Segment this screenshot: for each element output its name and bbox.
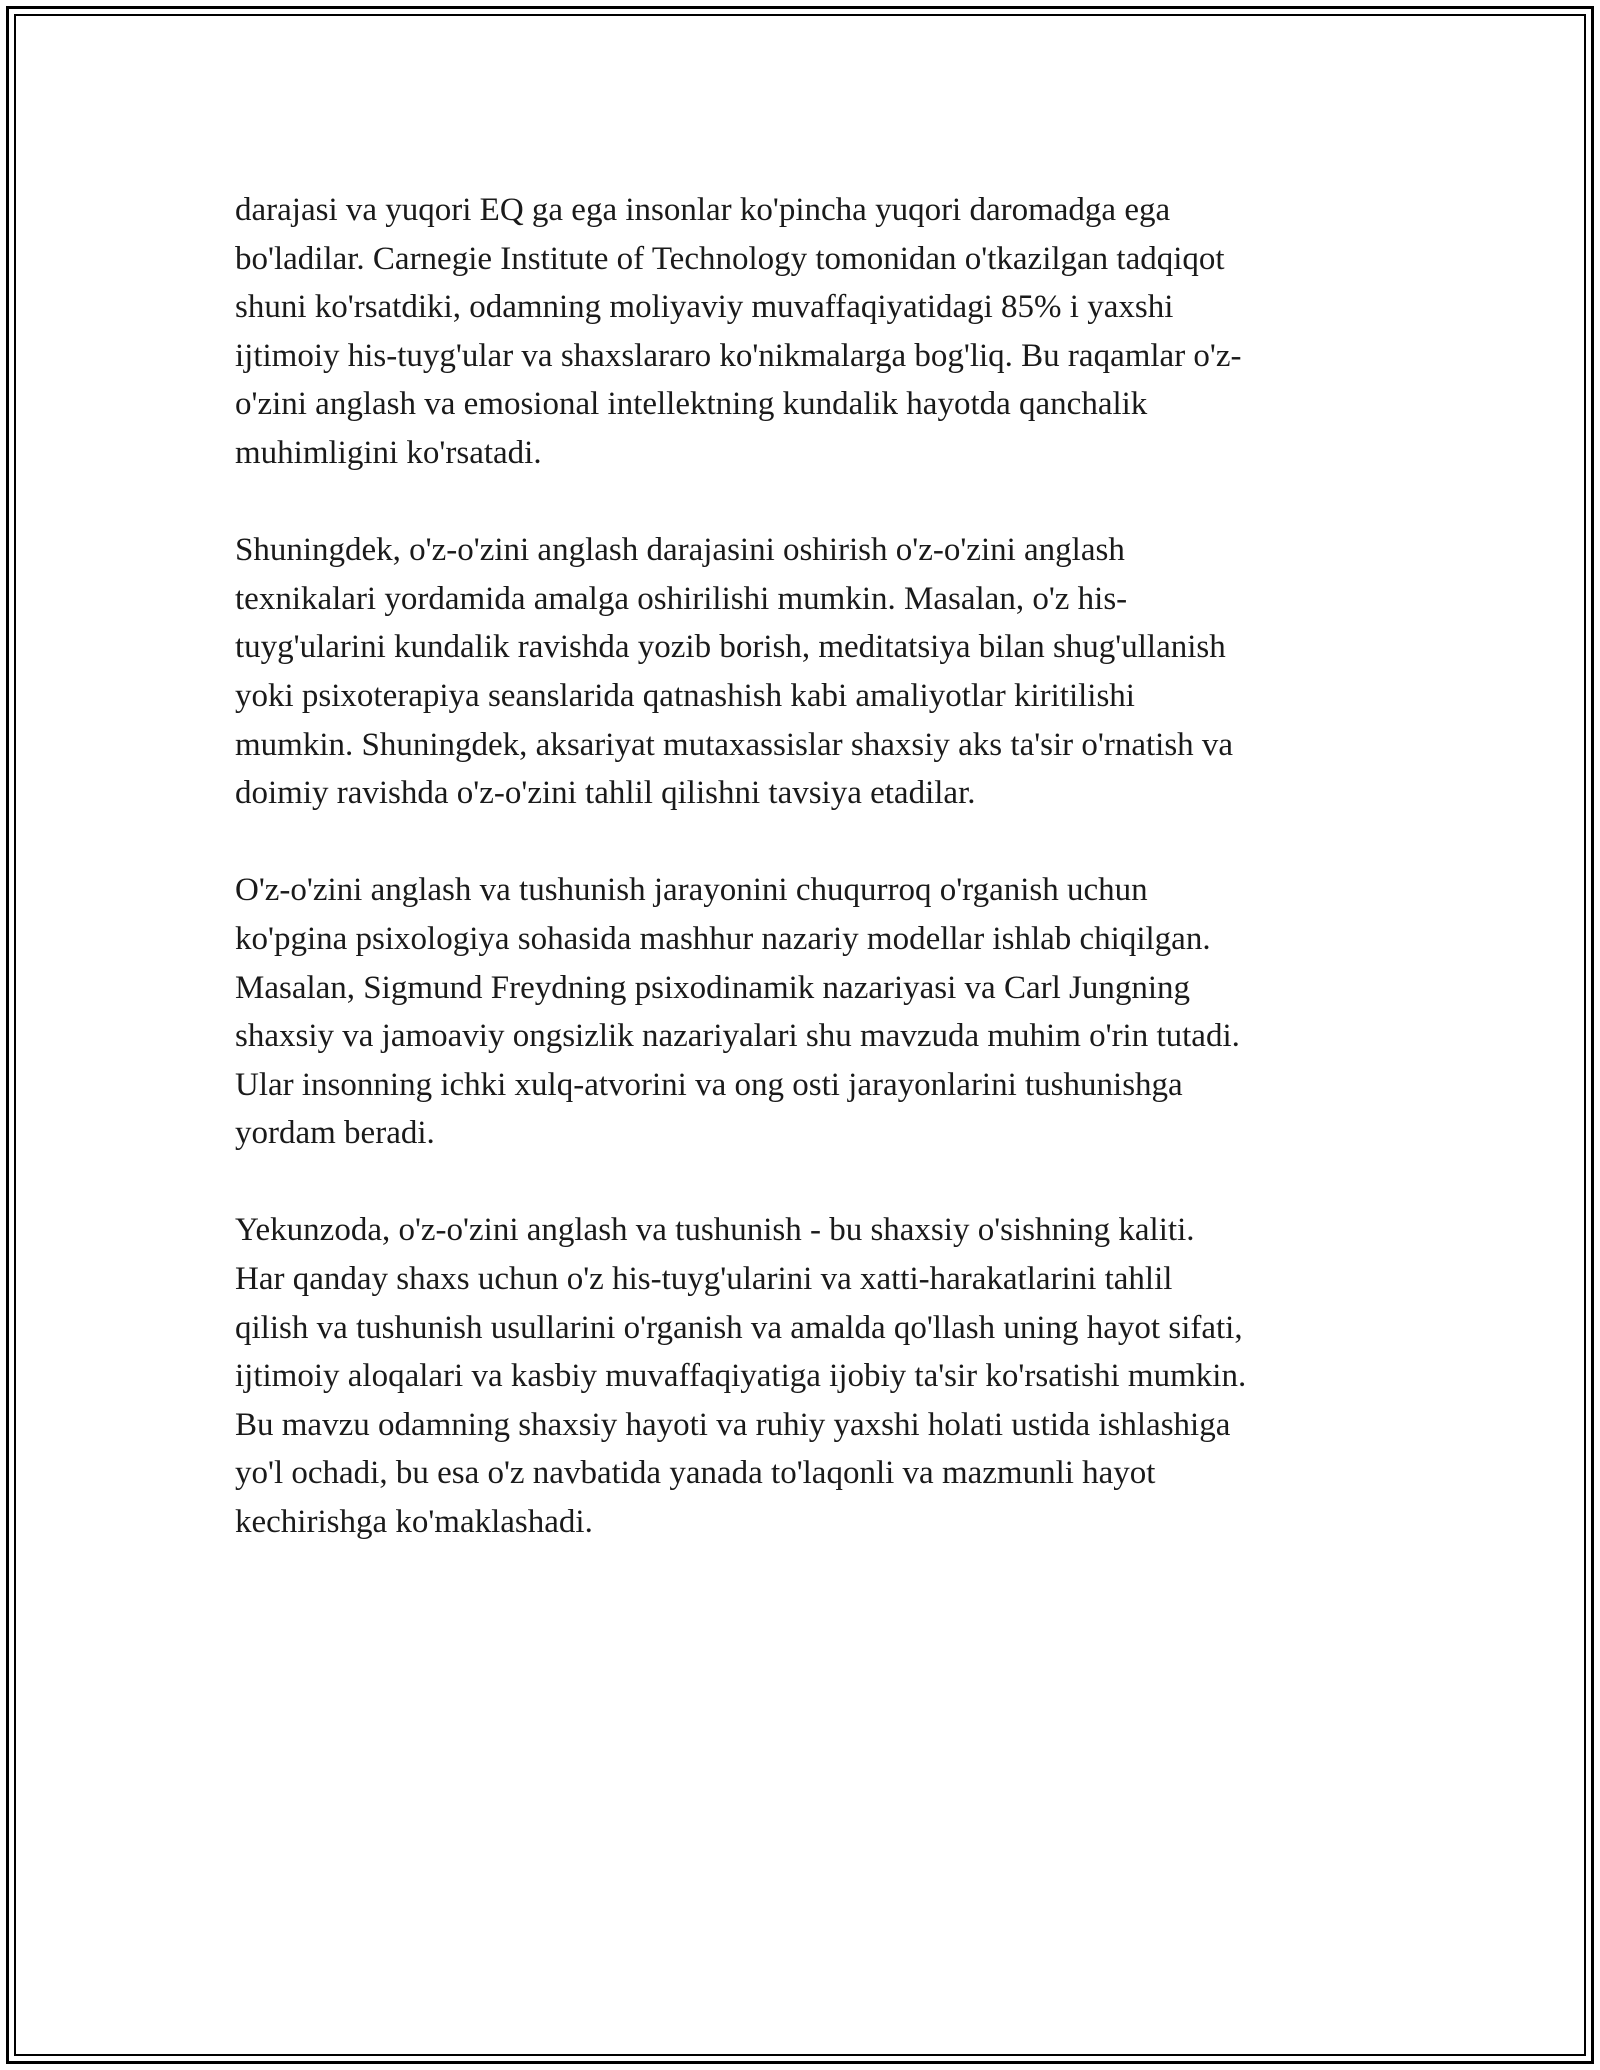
paragraph-1: darajasi va yuqori EQ ga ega insonlar ko'pincha yuqori daromadga ega bo'ladilar. Carnegie Institute of Technology tomonidan o'tkazilgan tadqiqot shuni ko'rsatdiki, odamning moliyaviy muvaffaqiyatidagi 85% i yaxshi ijtimoiy his-tuyg'ular va shaxslararo ko'nikmalarga bog'liq. Bu raqamlar o'z- o'zini anglash va emosional intellektning kundalik hayotda qanchalik muhimligini ko'rsatadi. xyxy=(235,192,1242,471)
paragraph-4: Yekunzoda, o'z-o'zini anglash va tushunish - bu shaxsiy o'sishning kaliti. Har qanday shaxs uchun o'z his-tuyg'ularini va xatti-harakatlarini tahlil qilish va tushunish usullarini o'rganish va amalda qo'llash uning hayot sifati, ijtimoiy aloqalari va kasbiy muvaffaqiyatiga ijobiy ta'sir ko'rsatishi mumkin. Bu mavzu odamning shaxsiy hayoti va ruhiy yaxshi holati ustida ishlashiga yo'l ochadi, bu esa o'z navbatida yanada to'laqonli va mazmunli hayot kechirishga ko'maklashadi. xyxy=(235,1212,1247,1541)
document-body xyxy=(235,186,1365,1595)
paragraph-2: Shuningdek, o'z-o'zini anglash darajasini oshirish o'z-o'zini anglash texnikalari yordamida amalga oshirilishi mumkin. Masalan, o'z his- tuyg'ularini kundalik ravishda yozib borish, meditatsiya bilan shug'ullanish yoki psixoterapiya seanslarida qatnashish kabi amaliyotlar kiritilishi mumkin. Shuningdek, aksariyat mutaxassislar shaxsiy aks ta'sir o'rnatish va doimiy ravishda o'z-o'zini tahlil qilishni tavsiya etadilar. xyxy=(235,532,1234,812)
paragraph-3: O'z-o'zini anglash va tushunish jarayonini chuqurroq o'rganish uchun ko'pgina psixologiya sohasida mashhur nazariy modellar ishlab chiqilgan. Masalan, Sigmund Freydning psixodinamik nazariyasi va Carl Jungning shaxsiy va jamoaviy ongsizlik nazariyalari shu mavzuda muhim o'rin tutadi. Ular insonning ichki xulq-atvorini va ong osti jarayonlarini tushunishga yordam beradi. xyxy=(235,872,1240,1152)
